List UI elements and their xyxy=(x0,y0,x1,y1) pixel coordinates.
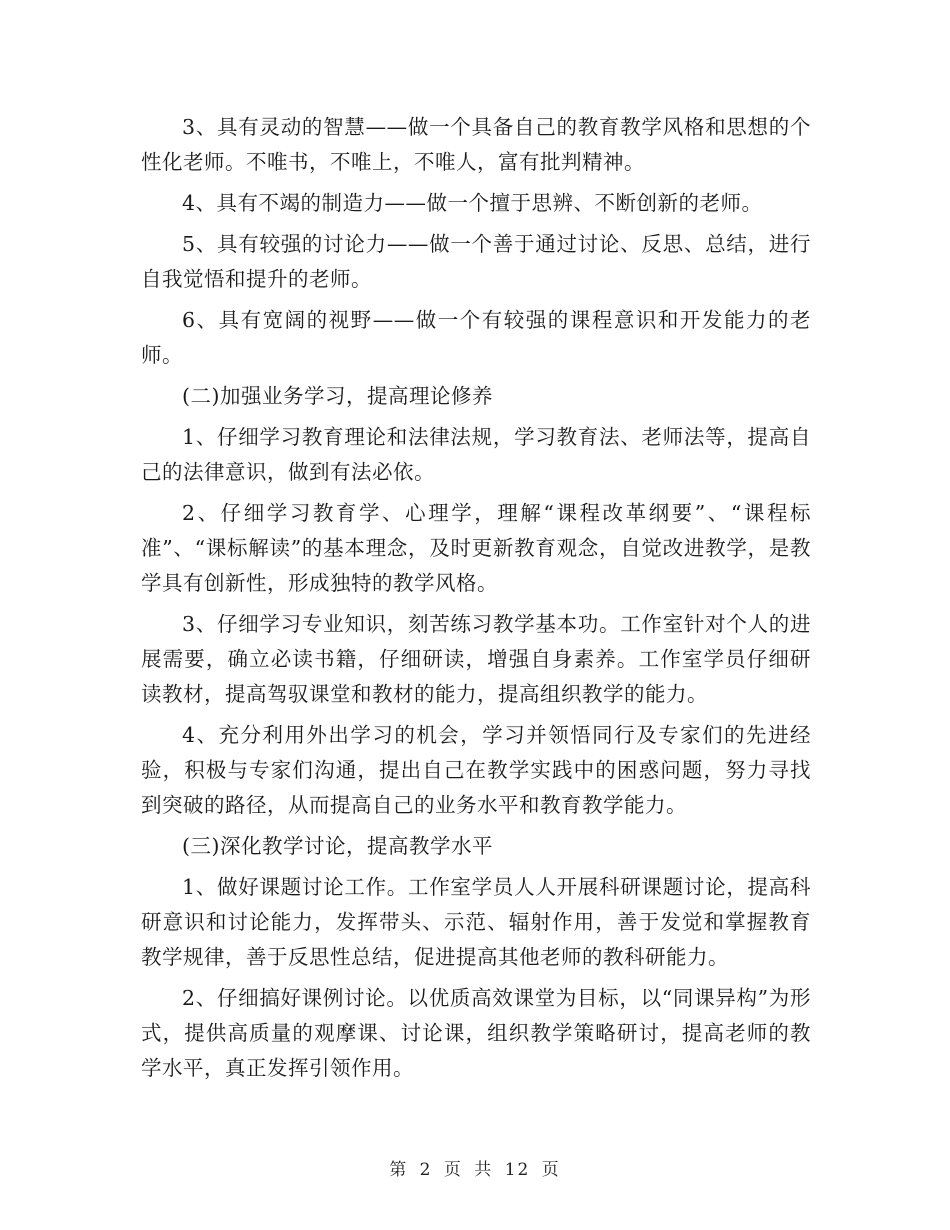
paragraph-study-1: 1、仔细学习教育理论和法律法规，学习教育法、老师法等，提高自己的法律意识，做到有法必依。 xyxy=(141,425,811,484)
footer-total-word: 共 xyxy=(474,1160,494,1180)
footer-suffix: 页 xyxy=(541,1160,561,1180)
footer-page-word: 页 xyxy=(443,1160,463,1180)
footer-total-pages: 12 xyxy=(504,1160,531,1180)
section-heading-3: (三)深化教学讨论，提高教学水平 xyxy=(182,834,493,858)
document-body xyxy=(141,110,811,1092)
paragraph-trait-4: 4、具有不竭的制造力——做一个擅于思辨、不断创新的老师。 xyxy=(182,191,763,215)
paragraph-trait-3: 3、具有灵动的智慧——做一个具备自己的教育教学风格和思想的个性化老师。不唯书，不唯上，不唯人，富有批判精神。 xyxy=(141,115,811,174)
paragraph-study-4: 4、充分利用外出学习的机会，学习并领悟同行及专家们的先进经验，积极与专家们沟通，提出自己在教学实践中的困惑问题，努力寻找到突破的路径，从而提高自己的业务水平和教育教学能力。 xyxy=(141,723,811,817)
paragraph-trait-6: 6、具有宽阔的视野——做一个有较强的课程意识和开发能力的老师。 xyxy=(141,308,811,367)
footer-current-page: 2 xyxy=(419,1160,433,1180)
paragraph-trait-5: 5、具有较强的讨论力——做一个善于通过讨论、反思、总结，进行自我觉悟和提升的老师。 xyxy=(141,232,811,291)
page-footer xyxy=(0,1155,950,1180)
paragraph-study-2: 2、仔细学习教育学、心理学，理解“课程改革纲要”、“课程标准”、“课标解读”的基本理念，及时更新教育观念，自觉改进教学，是教学具有创新性，形成独特的教学风格。 xyxy=(141,501,811,595)
paragraph-research-2: 2、仔细搞好课例讨论。以优质高效课堂为目标，以“同课异构”为形式，提供高质量的观摩课、讨论课，组织教学策略研讨，提高老师的教学水平，真正发挥引领作用。 xyxy=(141,986,811,1080)
paragraph-research-1: 1、做好课题讨论工作。工作室学员人人开展科研课题讨论，提高科研意识和讨论能力，发挥带头、示范、辐射作用，善于发觉和掌握教育教学规律，善于反思性总结，促进提高其他老师的教科研能力。 xyxy=(141,875,811,969)
footer-prefix: 第 xyxy=(389,1160,409,1180)
paragraph-study-3: 3、仔细学习专业知识，刻苦练习教学基本功。工作室针对个人的进展需要，确立必读书籍，仔细研读，增强自身素养。工作室学员仔细研读教材，提高驾驭课堂和教材的能力，提高组织教学的能力。 xyxy=(141,612,811,706)
section-heading-2: (二)加强业务学习，提高理论修养 xyxy=(182,384,493,408)
